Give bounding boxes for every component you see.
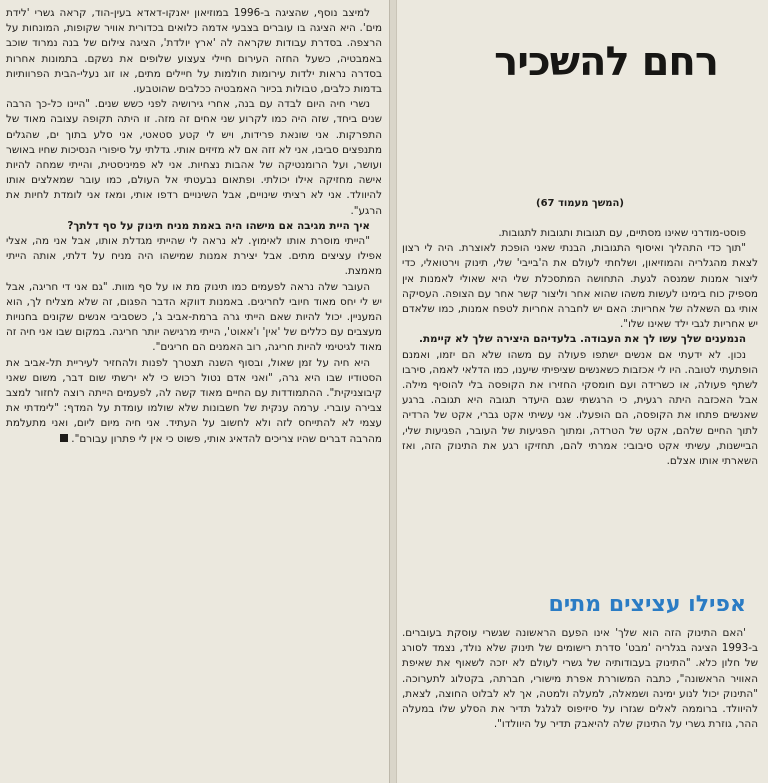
interview-question: הנמענים שלך עשו לך את העבודה. בלעדיהם היצירה שלך לא קיימת. [419,333,746,346]
paragraph: נכון. לא ידעתי אם אנשים ישתפו פעולה עם משהו שלא הם יזמו, ואמנם הופתעתי לטובה. היו לי אכזבות כשאנשים שציפיתי שיענו, כמו הדלאי לאמה, סירבו לשתף פעולה, או כשרידה ועם חומסקי החזירו את הקופסה בלי להוסיף מילה. אבל האכזבה היתה רגעית, כי הרגשתי שגם היעדר תגובה היא תגובה. ברגע שאנשים פתחו את הקופסה, הם הופעלו. אני עשיתי אקט גברי, אקט של הרדיה לתוך החיים שלהם, אקט של הטרדה, ומתוך הפגיעות של העובר, הפגיעות שלי, הביישנות, עשיתי אקט סיבובי: אמרתי להם, תחזיקו רגע את התינוק הזה, ואז השארתי אותו אצלם. [401,348,758,468]
interview-question: איך היית מגיבה אם מישהו היה באמת מניח תינוק על סף דלתך? [67,219,370,232]
end-of-article-mark [60,434,68,442]
paragraph: "תוך כדי התהליך ואיסוף התגובות, הבנתי שאני הופכת לאוצרת. היה לי רצון לצאת מהגלריה והמוזיאון, ושלחתי לעולם את ה'בייבי' שלי, תינוק וירטואלי, כדי ליצור אמנות שמנסה לגעת. התחושה המתסכלת שלי היא שאולי לאמנות אין מספיק כוח בימינו לעשות משהו שהוא אחר וליצור קשר אחר עם הצופה. העסיקה אותי גם השאלה של אחריות: האם יש לחברה אחריות לטפח אמנות, כמו שלאדם יש אחריות לגבי ילד שאינו שלו". [402,242,758,331]
right-column-top [402,226,758,469]
paragraph: פוסט-מודרני שאינו מסתיים, עם תגובות ותגובות לתגובות. [498,227,746,239]
headline: רחם להשכיר [494,39,718,85]
column-divider [389,0,397,783]
continued-from-label: (המשך מעמוד 67) [536,198,624,209]
right-column-bottom [402,626,758,732]
paragraph: למיצב נוסף, שהציגה ב-1996 במוזיאון יאנקו-דאדא בעין-הוד, קראה גשרי 'לידת מים'. היא הציגה בו עוברים בצבעי אדמה כלואים בכדורית אוויר שקופות, המונחות על הרצפה. בסדרת עבודות שקראה לה 'ארץ יולדת', הציגה צילום של בנה נמרוד שוכב באמבטיה, כשעל החזה העירום חיילי צעצוע שלופים את נשקם. בתמונות אחרות בסדרה נראות ילדות עירומות חולמות על חיילים מתים, או זוג נעלי-הבית הפרוותיות בדמות כלבים, טבולות בכיור האמבטיה ככלבים שהוטבעו. [6,7,382,96]
left-column [6,6,382,447]
paragraph: 'האם התינוק הזה הוא שלך' אינו הפעם הראשונה שגשרי עוסקת בעוברים. ב-1993 הציגה בגלריה 'מבט' סדרת רישומים של תינוק שלא נולד, נצמד לסורג של חלון כלא. "התינוק בעבודותיה של גשרי לעולם לא יזכה לשאוף את שאיפת האוויר הראשונה", כתבה המשוררת אפרת מישורי, חברתה, בקטלוג לתערוכה. "התינוק יכול לנוע ימינה ושמאלה, למעלה ולמטה, אך לא לבלוט החוצה, לצאת, להיוולד. ברוממה לאלים שגזרו על סיזיפוס לגלגל תדיר את הסלע שלו במעלה ההר, גוזרת גשרי על התינוק שלה להיאבק תדיר על היוולדו". [402,627,758,731]
paragraph [6,356,382,447]
paragraph: העובר שלה נראה לפעמים כמו תינוק מת או על סף מוות. "גם אני די חריגה, אבל יש לי יחס מאוד חיובי לחריגים. באמנות דווקא הדבר הפגום, זה שלא מצליח לך, הוא המעניין. יכול להיות שאם הייתי גרה ברמת-אביב ג', כשסביבי אנשים שקונים בחנויות מעצבים עם כללים של 'אין' ו'אאוט', הייתי מרגישה יותר חריגה. במקום שבו אני חיה זה מאוד לגיטימי להיות חריגה, רוב האמנים הם חריגים". [6,280,382,354]
paragraph: "הייתי מוסרת אותו לאימוץ. לא נראה לי שהייתי מגדלת אותו, אבל אני מה, אצלי אפילו עציצים מתים. אבל יצירת אמנות שמישהו היה מניח על דלתי, אותה הייתי מאמצת. [6,235,382,278]
paragraph: נשרי חיה היום לבדה עם בנה, אחרי גירושיה לפני כשש שנים. "היינו כל-כך הרבה שנים ביחד, שזה היה כמו לקרוע שני אחים זה מזה. זו היתה תקופה עצובה מאוד של התפרקות. אני שונאת פרידות, ויש לי קטע סטאטי, אני סלע בתוך ים, שהגלים מתנפצים סביבו, אני לא זזה אם לא מזיזים אותי. גדלתי על סיפורי הנסיכות שחיו באושר ועושר, ועל הרומנטיקה של אהבות נצחיות. אני לא פמיניסטית, והייתי שמחה להיות אישה מחזיקה אילו יכולתי. ופתאום נבעטתי אל העולם, כמו עובר שמאלצים אותו להיוולד. אני לא רציתי שינויים, אבל השינויים רדפו אותי, ומאז אני לומדת לחיות את הרגע". [6,98,382,217]
subheading: אפילו עציצים מתים [548,592,746,617]
paragraph-text: היא חיה על זמן שאול, ובסוף השנה תצטרך לפנות ולהחזיר לעיריית תל-אביב את הסטודיו שבו היא גרה, "ואני אדם נטול רכוש כי לא ירשתי שום דבר, משום שאני קיבוצניקית". ההתמודדות עם החיים מאוד קשה לה, לפעמים הייתה רוצה לחזור למצב צבירה עוברי. ערמה ענקית של חשבונות שלא שולמו עומדת על המדף: "לימדתי את עצמי לא להתייחס לזה ולא לחשוב על העתיד. אני חיה מיום ליום, ואני מתעלמת מהרבה דברים שהיו צריכים להדאיג אותי, פשוט כי אין לי פתרון עבורם". [6,356,382,445]
